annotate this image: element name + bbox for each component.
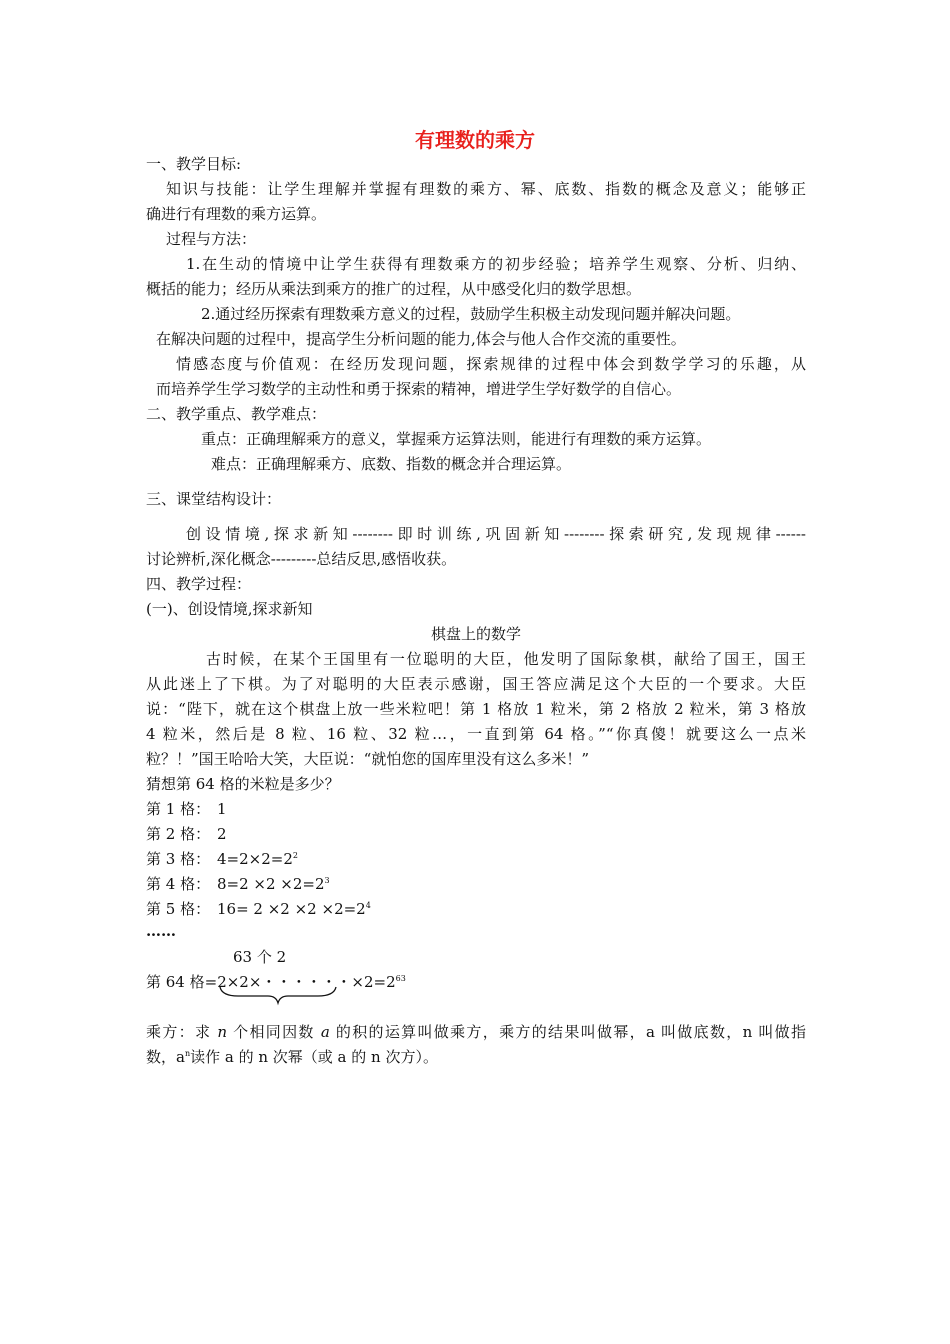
grid-row-label: 第 2 格： [146,825,211,843]
section-heading-objectives: 一、教学目标: [146,155,242,173]
knowledge-line-1: 知识与技能：让学生理解并掌握有理数的乘方、幂、底数、指数的概念及意义；能够正 [166,180,806,198]
difficult-point: 难点：正确理解乘方、底数、指数的概念并合理运算。 [211,455,572,473]
definition-line-1 [146,1023,806,1041]
section-heading-process: 四、教学过程： [146,575,252,593]
subsection-heading: (一)、创设情境,探求新知 [146,600,313,618]
story-line-3: 说：“陛下，就在这个棋盘上放一些米粒吧！第 1 格放 1 粒米，第 2 格放 2 粒米，第 3 格放 [146,700,806,718]
exponent: 2 [292,851,298,860]
exponent: n [184,1049,191,1058]
story-line-4: 4 粒米，然后是 8 粒、16 粒、32 粒…，一直到第 64 格。”“你真傻！就要这么一点米 [146,725,806,743]
grid-row-label: 第 5 格： [146,900,211,918]
structure-line-1: 创设情境,探求新知--------即时训练,巩固新知--------探索研究,发现规律------ [186,525,806,543]
definition-variable-n: n [217,1023,228,1041]
ellipsis: …… [146,922,176,940]
key-point: 重点：正确理解乘方的意义，掌握乘方运算法则，能进行有理数的乘方运算。 [201,430,712,448]
section-heading-keypoints: 二、教学重点、教学难点： [146,405,327,423]
process-item-1-line-1: 1.在生动的情境中让学生获得有理数乘方的初步经验；培养学生观察、分析、归纳、 [186,255,806,273]
exponent: 4 [365,901,371,910]
grid-row [146,825,227,843]
row-64-expression: 第 64 格=2×2×・・・・・・×2=2 [146,973,396,991]
definition-text: 个相同因数 [227,1023,321,1041]
exponent: 3 [324,876,330,885]
grid-row-label: 第 3 格： [146,850,211,868]
grid-row-expression: 8=2 ×2 ×2=2 [217,875,325,893]
grid-row [146,800,227,818]
definition-text: 读作 a 的 n 次幂（或 a 的 n 次方）。 [190,1048,438,1066]
grid-row-expression: 2 [217,825,227,843]
section-heading-structure: 三、课堂结构设计： [146,490,282,508]
exponent: 63 [395,974,406,983]
guess-question: 猜想第 64 格的米粒是多少？ [146,775,340,793]
process-heading: 过程与方法： [166,230,257,248]
story-title: 棋盘上的数学 [430,625,521,643]
underbrace-icon [218,984,338,1006]
definition-text: 数，a [146,1048,185,1066]
process-item-2-line-2: 在解决问题的过程中，提高学生分析问题的能力,体会与他人合作交流的重要性。 [156,330,686,348]
structure-line-2: 讨论辨析,深化概念---------总结反思,感悟收获。 [146,550,457,568]
grid-row-expression: 1 [217,800,227,818]
grid-row-expression: 4=2×2=2 [217,850,293,868]
definition-line-2 [146,1048,438,1066]
emotion-line-2: 而培养学生学习数学的主动性和勇于探索的精神，增进学生学好数学的自信心。 [156,380,682,398]
grid-row-label: 第 4 格： [146,875,211,893]
definition-text: 乘方：求 [146,1023,218,1041]
grid-row-expression: 16= 2 ×2 ×2 ×2=2 [217,900,366,918]
story-line-5: 粒？！”国王哈哈大笑，大臣说：“就怕您的国库里没有这么多米！” [146,750,590,768]
definition-variable-a: a [320,1023,330,1041]
grid-row-label: 第 1 格： [146,800,211,818]
process-item-2-line-1: 2.通过经历探索有理数乘方意义的过程，鼓励学生积极主动发现问题并解决问题。 [201,305,741,323]
brace-label: 63 个 2 [233,948,287,966]
emotion-line-1: 情感态度与价值观：在经历发现问题，探索规律的过程中体会到数学学习的乐趣，从 [176,355,806,373]
definition-text: 的积的运算叫做乘方，乘方的结果叫做幂，a 叫做底数，n 叫做指 [329,1023,806,1041]
story-line-2: 从此迷上了下棋。为了对聪明的大臣表示感谢，国王答应满足这个大臣的一个要求。大臣 [146,675,806,693]
process-item-1-line-2: 概括的能力；经历从乘法到乘方的推广的过程，从中感受化归的数学思想。 [146,280,642,298]
story-line-1: 古时候，在某个王国里有一位聪明的大臣，他发明了国际象棋，献给了国王，国王 [206,650,806,668]
page-title: 有理数的乘方 [415,128,535,152]
knowledge-line-2: 确进行有理数的乘方运算。 [146,205,327,223]
